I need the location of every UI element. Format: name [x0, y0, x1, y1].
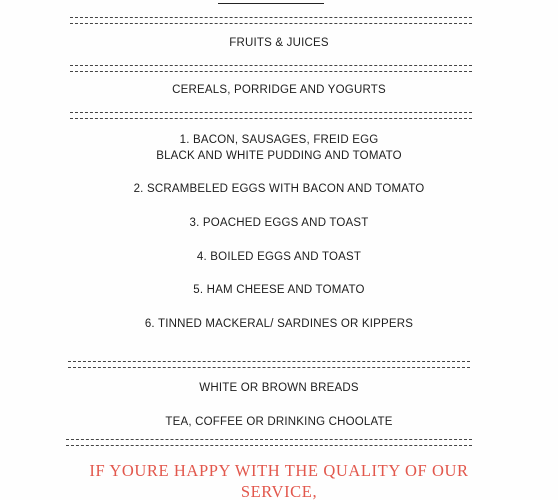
section-fruits-juices: FRUITS & JUICES: [229, 37, 329, 49]
separator-line: [68, 361, 470, 368]
menu-item-4: 4. BOILED EGGS AND TOAST: [196, 251, 362, 263]
menu-item-1-line-1: 1. BACON, SAUSAGES, FREID EGG: [179, 134, 379, 146]
separator-line: [70, 112, 472, 119]
section-breads: WHITE OR BROWN BREADS: [199, 382, 359, 394]
section-cereals: CEREALS, PORRIDGE AND YOGURTS: [172, 84, 386, 96]
section-hot-drinks: TEA, COFFEE OR DRINKING CHOOLATE: [165, 416, 393, 428]
footer-line-2: SERVICE,: [240, 482, 318, 500]
separator-line: [70, 17, 472, 24]
footer-line-1: IF YOURE HAPPY WITH THE QUALITY OF OUR: [89, 461, 469, 480]
separator-line: [66, 439, 472, 446]
separator-line: [70, 65, 472, 72]
menu-item-5: 5. HAM CHEESE AND TOMATO: [193, 284, 365, 296]
menu-item-2: 2. SCRAMBELED EGGS WITH BACON AND TOMATO: [133, 183, 425, 195]
heading-underline: [218, 0, 324, 4]
menu-item-6: 6. TINNED MACKERAL/ SARDINES OR KIPPERS: [144, 318, 414, 330]
menu-item-3: 3. POACHED EGGS AND TOAST: [189, 217, 369, 229]
menu-item-1-line-2: BLACK AND WHITE PUDDING AND TOMATO: [156, 150, 402, 162]
